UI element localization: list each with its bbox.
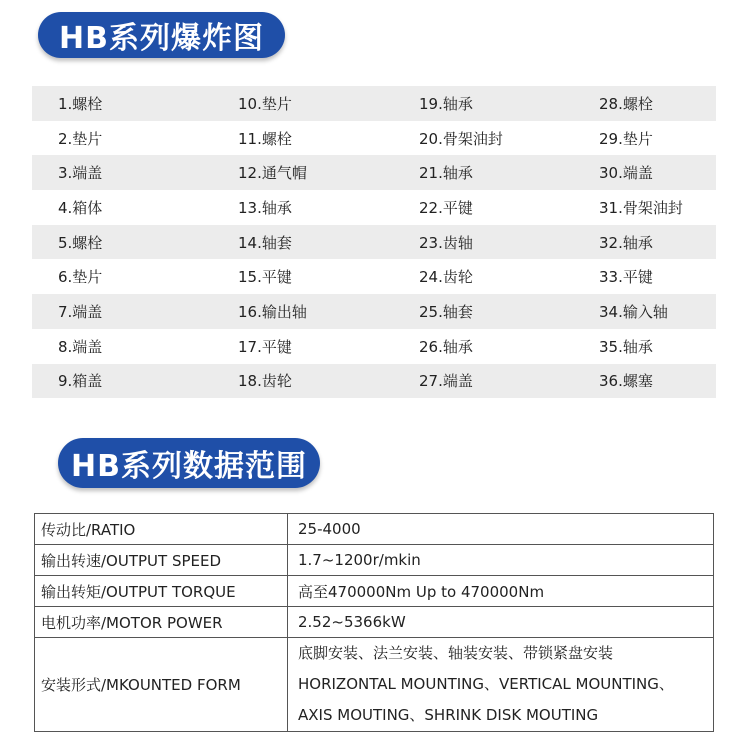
exploded-view-title: HB系列爆炸图 xyxy=(38,12,285,58)
part-item: 6.垫片 xyxy=(58,268,103,287)
parts-row xyxy=(32,121,716,156)
spec-row xyxy=(35,607,714,638)
spec-value-line: 底脚安装、法兰安装、轴装安装、带锁紧盘安装 xyxy=(298,644,614,662)
spec-value-line: HORIZONTAL MOUNTING、VERTICAL MOUNTING、 xyxy=(298,675,674,693)
parts-row xyxy=(32,190,716,225)
spec-label: 安装形式/MKOUNTED FORM xyxy=(35,638,288,732)
parts-row xyxy=(32,294,716,329)
parts-row xyxy=(32,86,716,121)
parts-list xyxy=(32,86,716,398)
part-item: 11.螺栓 xyxy=(238,129,292,148)
part-item: 12.通气帽 xyxy=(238,164,307,183)
part-item: 19.轴承 xyxy=(419,94,473,113)
part-item: 2.垫片 xyxy=(58,129,103,148)
part-item: 1.螺栓 xyxy=(58,94,103,113)
part-item: 27.端盖 xyxy=(419,372,473,391)
part-item: 14.轴套 xyxy=(238,233,292,252)
parts-row xyxy=(32,364,716,399)
spec-value-line: AXIS MOUTING、SHRINK DISK MOUTING xyxy=(298,706,599,724)
parts-row xyxy=(32,259,716,294)
spec-value: 2.52~5366kW xyxy=(288,607,714,638)
part-item: 8.端盖 xyxy=(58,337,103,356)
part-item: 22.平键 xyxy=(419,198,473,217)
part-item: 3.端盖 xyxy=(58,164,103,183)
part-item: 7.端盖 xyxy=(58,302,103,321)
part-item: 15.平键 xyxy=(238,268,292,287)
data-range-title: HB系列数据范围 xyxy=(58,438,320,488)
part-item: 31.骨架油封 xyxy=(599,198,683,217)
spec-row xyxy=(35,638,714,732)
parts-row xyxy=(32,225,716,260)
spec-table xyxy=(34,513,714,732)
part-item: 28.螺栓 xyxy=(599,94,653,113)
part-item: 18.齿轮 xyxy=(238,372,292,391)
part-item: 29.垫片 xyxy=(599,129,653,148)
spec-label: 输出转速/OUTPUT SPEED xyxy=(35,545,288,576)
spec-label: 传动比/RATIO xyxy=(35,514,288,545)
part-item: 36.螺塞 xyxy=(599,372,653,391)
spec-value: 25-4000 xyxy=(288,514,714,545)
part-item: 5.螺栓 xyxy=(58,233,103,252)
spec-value: 1.7~1200r/mkin xyxy=(288,545,714,576)
spec-row xyxy=(35,514,714,545)
spec-value: 高至470000Nm Up to 470000Nm xyxy=(288,576,714,607)
spec-row xyxy=(35,576,714,607)
part-item: 20.骨架油封 xyxy=(419,129,503,148)
part-item: 4.箱体 xyxy=(58,198,103,217)
spec-label: 输出转矩/OUTPUT TORQUE xyxy=(35,576,288,607)
spec-row xyxy=(35,545,714,576)
part-item: 33.平键 xyxy=(599,268,653,287)
spec-label: 电机功率/MOTOR POWER xyxy=(35,607,288,638)
part-item: 16.输出轴 xyxy=(238,302,307,321)
part-item: 21.轴承 xyxy=(419,164,473,183)
part-item: 13.轴承 xyxy=(238,198,292,217)
part-item: 17.平键 xyxy=(238,337,292,356)
part-item: 35.轴承 xyxy=(599,337,653,356)
part-item: 32.轴承 xyxy=(599,233,653,252)
parts-row xyxy=(32,155,716,190)
part-item: 30.端盖 xyxy=(599,164,653,183)
parts-row xyxy=(32,329,716,364)
part-item: 24.齿轮 xyxy=(419,268,473,287)
part-item: 25.轴套 xyxy=(419,302,473,321)
spec-value xyxy=(288,638,714,732)
part-item: 9.箱盖 xyxy=(58,372,103,391)
part-item: 23.齿轴 xyxy=(419,233,473,252)
part-item: 34.输入轴 xyxy=(599,302,668,321)
part-item: 26.轴承 xyxy=(419,337,473,356)
part-item: 10.垫片 xyxy=(238,94,292,113)
